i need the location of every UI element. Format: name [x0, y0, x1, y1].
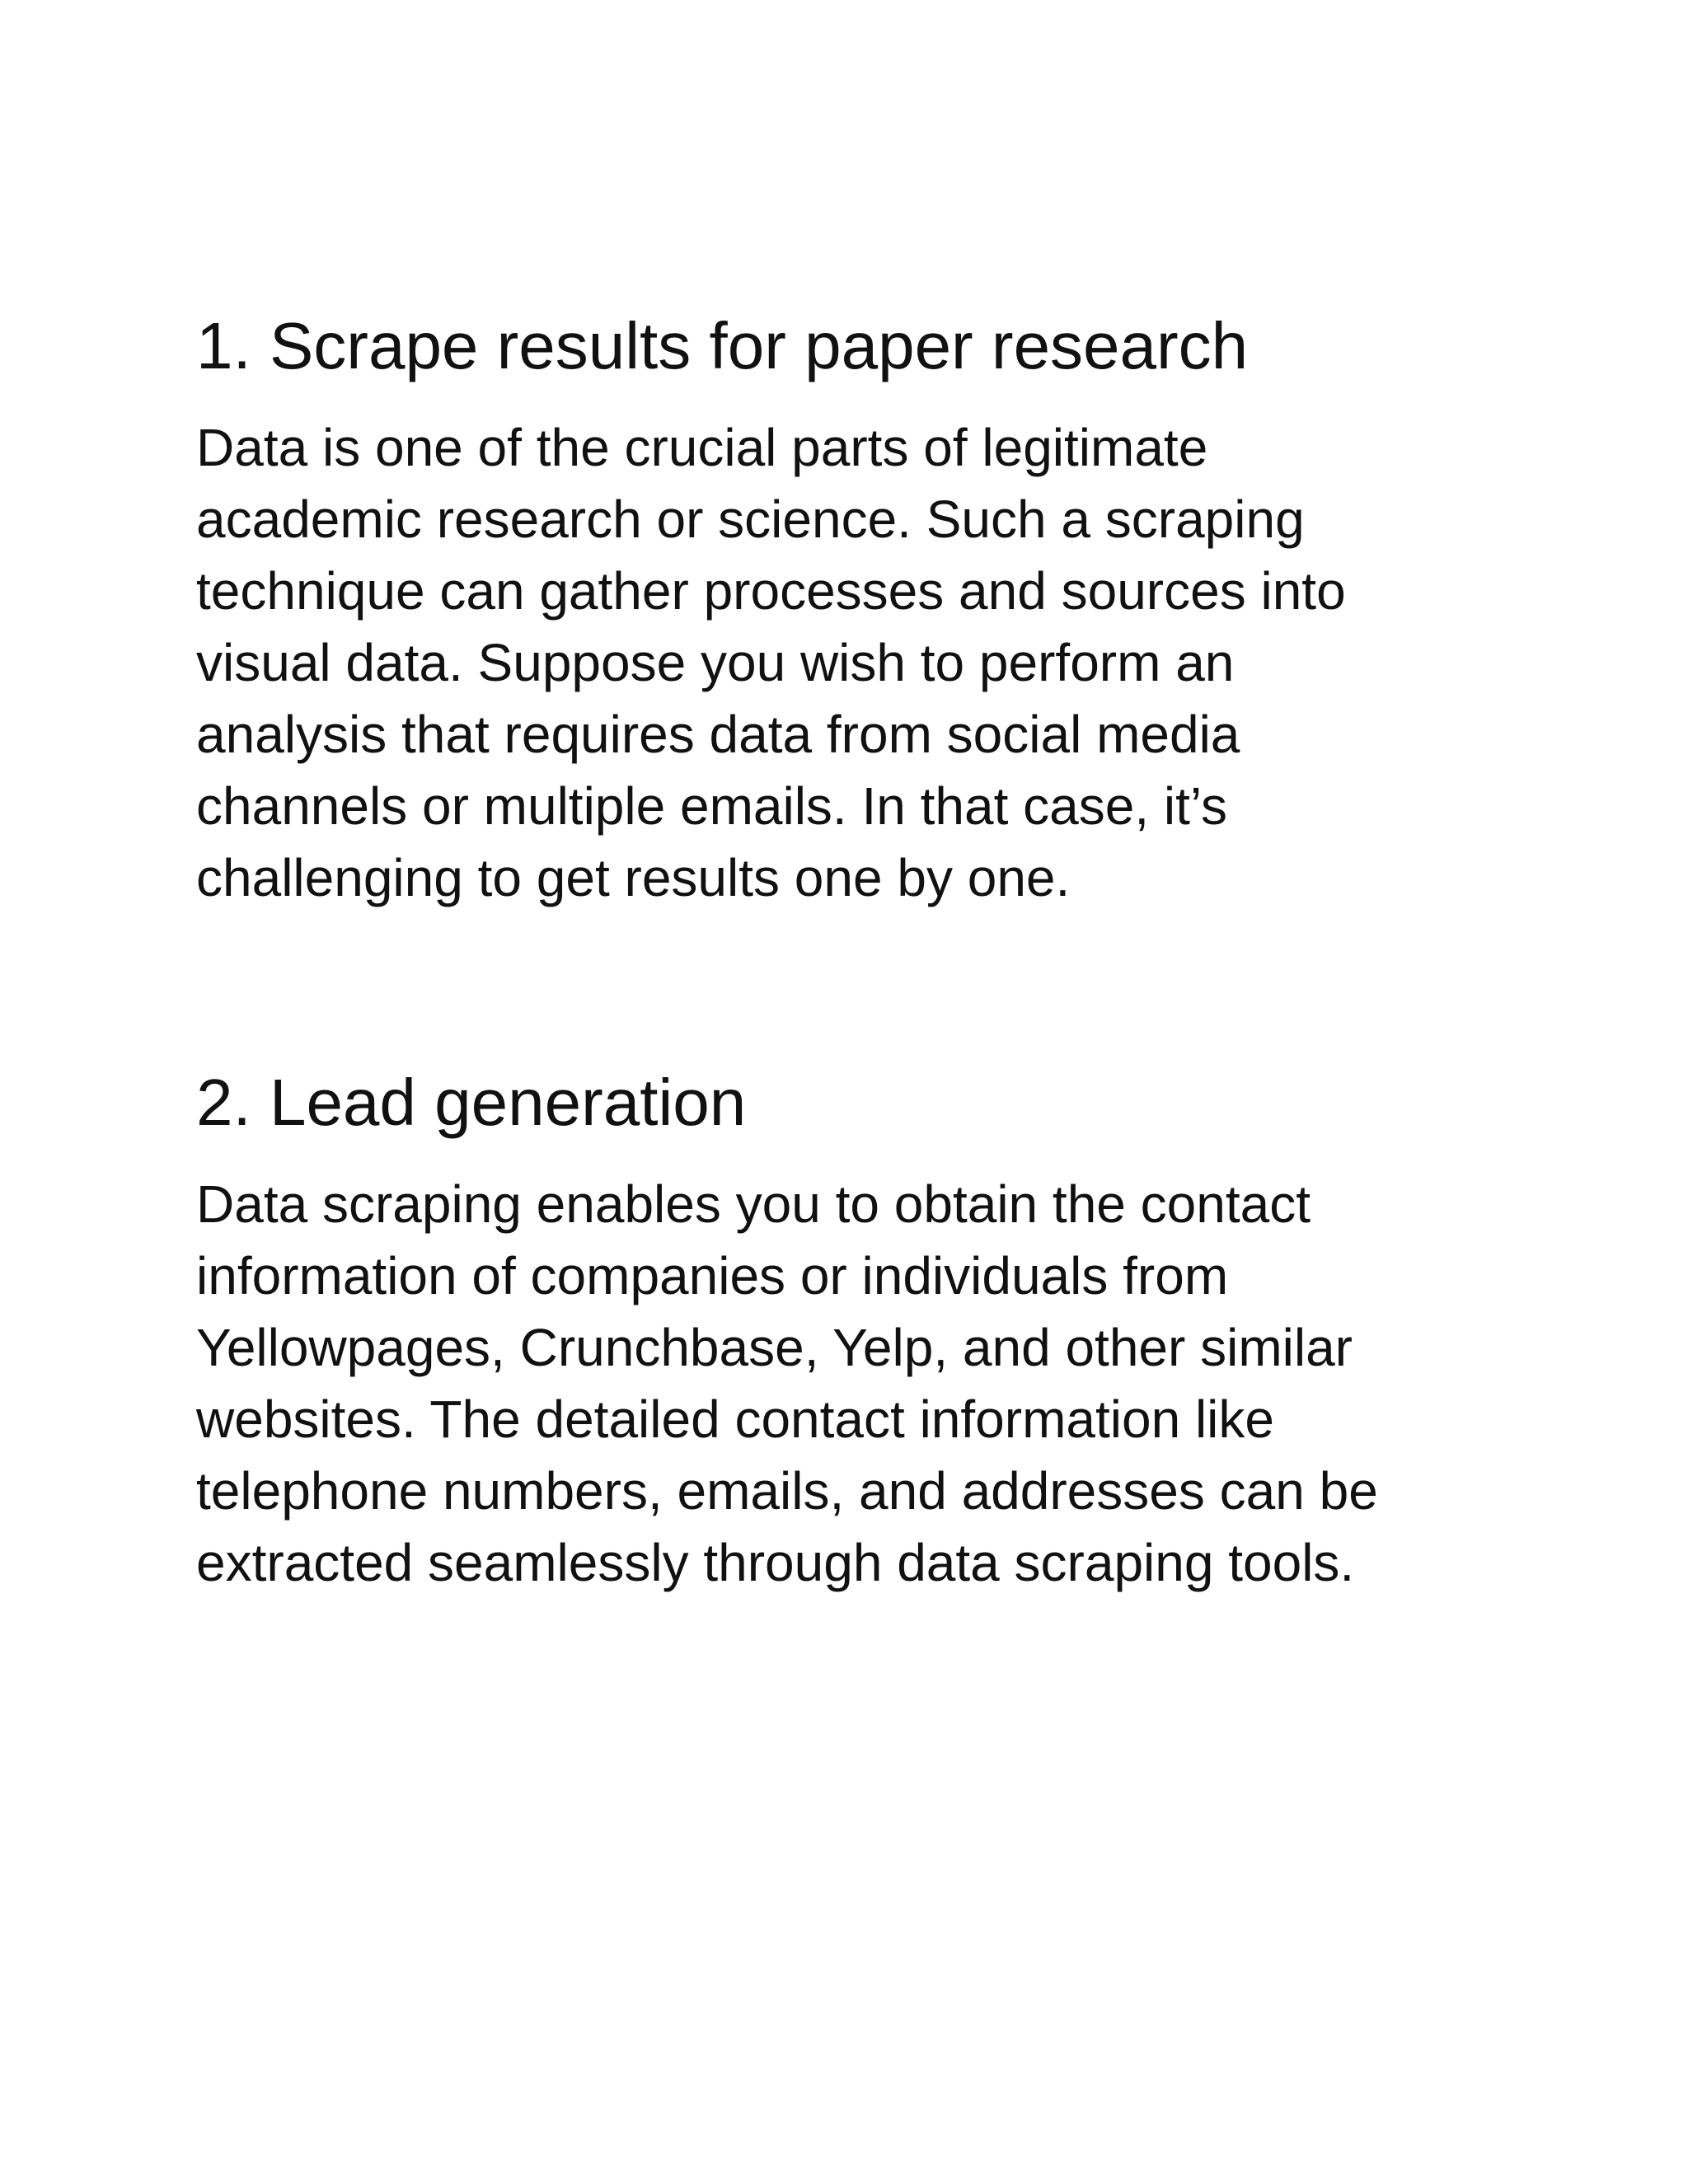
paragraph-line: Yellowpages, Crunchbase, Yelp, and other similar	[196, 1318, 1353, 1377]
paragraph-line: academic research or science. Such a scraping	[196, 490, 1305, 549]
paragraph-line: visual data. Suppose you wish to perform an	[196, 633, 1235, 692]
section-paragraph	[196, 1169, 1498, 1599]
paragraph-line: extracted seamlessly through data scraping tools.	[196, 1533, 1355, 1592]
section-heading: 1. Scrape results for paper research	[196, 309, 1249, 382]
section-paragraph	[196, 412, 1498, 914]
paragraph-line: channels or multiple emails. In that case, it’s	[196, 776, 1227, 836]
paragraph-line: Data is one of the crucial parts of legitimate	[196, 418, 1208, 477]
paragraph-line: technique can gather processes and sources into	[196, 561, 1346, 621]
paragraph-line: information of companies or individuals from	[196, 1246, 1229, 1305]
paragraph-line: websites. The detailed contact information like	[196, 1390, 1274, 1449]
paragraph-line: Data scraping enables you to obtain the contact	[196, 1174, 1311, 1234]
paragraph-line: challenging to get results one by one.	[196, 848, 1071, 907]
paragraph-line: analysis that requires data from social media	[196, 705, 1240, 764]
section-heading: 2. Lead generation	[196, 1066, 747, 1139]
paragraph-line: telephone numbers, emails, and addresses can be	[196, 1461, 1378, 1521]
section-paper-research	[196, 307, 1498, 914]
section-lead-generation	[196, 1063, 1498, 1599]
